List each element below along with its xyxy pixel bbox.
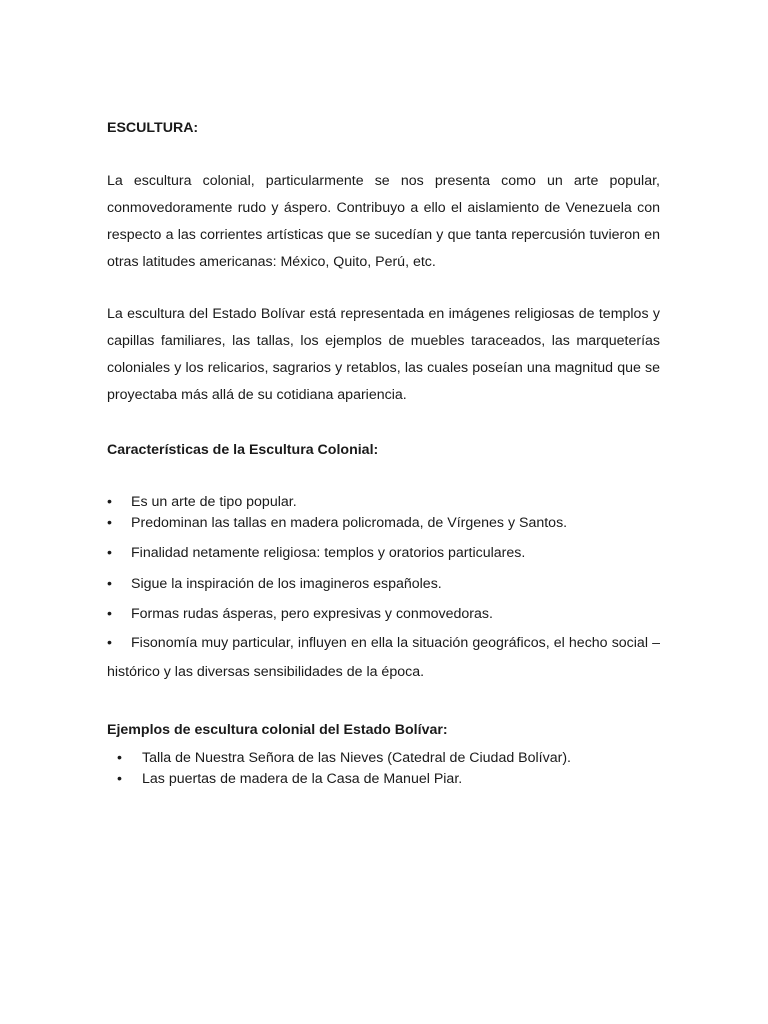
list-item bbox=[117, 748, 571, 768]
bolivar-paragraph: La escultura del Estado Bolívar está representada en imágenes religiosas de templos y capillas familiares, las tallas, los ejemplos de muebles taraceados, las marqueterías coloniales y los relicarios, sagrarios y retablos, las cuales poseían una magnitud que se proyectaba más allá de su cotidiana apariencia. bbox=[107, 306, 660, 403]
list-item bbox=[107, 604, 493, 624]
list-item bbox=[107, 543, 525, 563]
bullet-icon: • bbox=[107, 515, 112, 531]
list-item-text: Sigue la inspiración de los imagineros españoles. bbox=[131, 576, 442, 592]
list-item bbox=[117, 769, 462, 789]
list-item-text: Las puertas de madera de la Casa de Manuel Piar. bbox=[142, 771, 463, 787]
list-item bbox=[107, 492, 297, 512]
escultura-heading: ESCULTURA: bbox=[107, 120, 199, 136]
list-item bbox=[107, 629, 660, 687]
bullet-icon: • bbox=[107, 606, 112, 622]
list-item-text: Predominan las tallas en madera policromada, de Vírgenes y Santos. bbox=[131, 515, 568, 531]
bullet-icon: • bbox=[107, 635, 112, 651]
caracteristicas-heading: Características de la Escultura Colonial: bbox=[107, 442, 379, 458]
ejemplos-heading: Ejemplos de escultura colonial del Estado Bolívar: bbox=[107, 722, 448, 738]
list-item-text: Es un arte de tipo popular. bbox=[131, 494, 297, 510]
bullet-icon: • bbox=[107, 576, 112, 592]
bullet-icon: • bbox=[107, 494, 112, 510]
bullet-icon: • bbox=[117, 771, 122, 787]
bullet-icon: • bbox=[107, 545, 112, 561]
list-item bbox=[107, 513, 567, 533]
list-item-text: Finalidad netamente religiosa: templos y oratorios particulares. bbox=[131, 545, 526, 561]
list-item-text: Talla de Nuestra Señora de las Nieves (Catedral de Ciudad Bolívar). bbox=[142, 750, 571, 766]
bullet-icon: • bbox=[117, 750, 122, 766]
list-item bbox=[107, 574, 442, 594]
intro-paragraph: La escultura colonial, particularmente se nos presenta como un arte popular, conmovedoramente rudo y áspero. Contribuyo a ello el aislamiento de Venezuela con respecto a las corrientes artísticas que se sucedían y que tanta repercusión tuvieron en otras latitudes americanas: México, Quito, Perú, etc. bbox=[107, 173, 660, 270]
list-item-text: Formas rudas ásperas, pero expresivas y conmovedoras. bbox=[131, 606, 493, 622]
list-item-text: Fisonomía muy particular, influyen en ella la situación geográficos, el hecho social – histórico y las diversas sensibilidades de la época. bbox=[107, 635, 660, 680]
